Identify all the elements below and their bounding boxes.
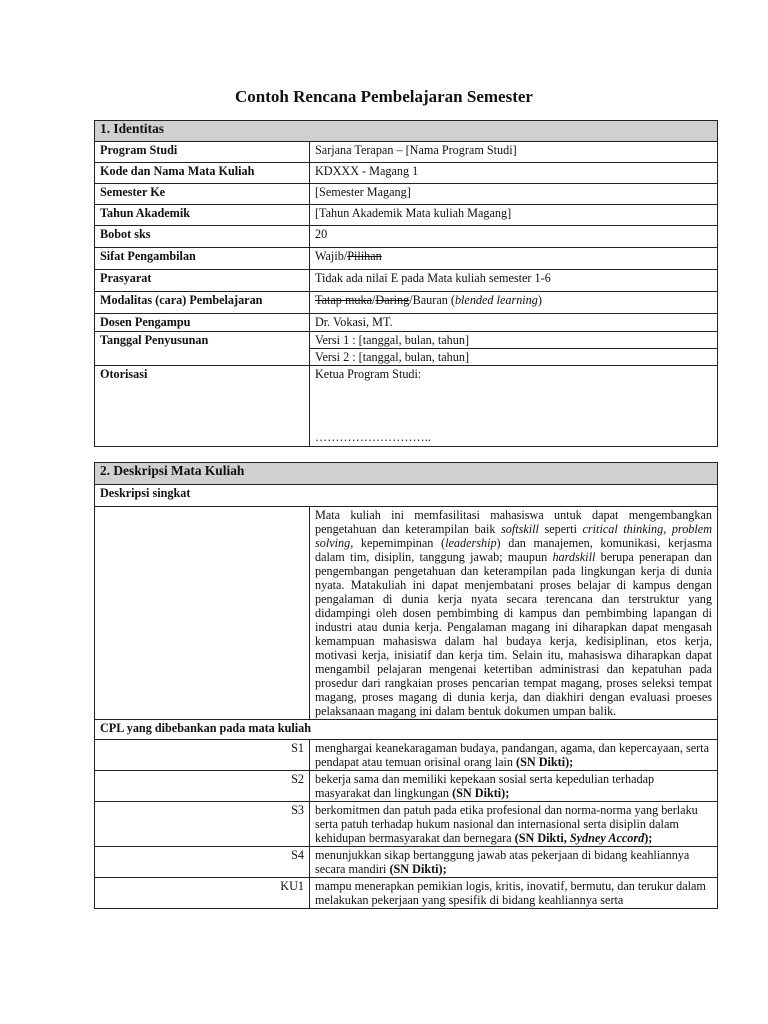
page-title: Contoh Rencana Pembelajaran Semester: [235, 87, 533, 106]
cpl-text-ku1: mampu menerapkan pemikian logis, kritis, inovatif, bermutu, dan terukur dalam melakukan pekerjaan yang spesifik di bidang keahliannya serta: [310, 878, 718, 909]
program-studi-value: Sarjana Terapan – [Nama Program Studi]: [310, 142, 718, 163]
cpl-text-s3: berkomitmen dan patuh pada etika profesional dan norma-norma yang berlaku serta patuh terhadap hukum nasional dan internasional serta disiplin dalam kehidupan bermasyarakat dan bernegara (SN Dikti, Sydney Accord);: [310, 802, 718, 847]
cpl-code-s2: S2: [95, 771, 310, 802]
modalitas-blended: blended learning: [454, 293, 538, 307]
cpl-text-s1: menghargai keanekaragaman budaya, pandangan, agama, dan kepercayaan, serta pendapat atau temuan orisinal orang lain (SN Dikti);: [310, 740, 718, 771]
modalitas-value: [310, 292, 718, 314]
tanggal-versi2: Versi 2 : [tanggal, bulan, tahun]: [310, 349, 718, 366]
otorisasi-label: Otorisasi: [95, 366, 310, 447]
semester-label: Semester Ke: [95, 184, 310, 205]
bobot-label: Bobot sks: [95, 226, 310, 248]
signature-line: ………………………..: [315, 430, 431, 444]
cpl-label: CPL yang dibebankan pada mata kuliah: [95, 720, 718, 740]
modalitas-close: ): [537, 293, 542, 307]
cpl-text-s4: menunjukkan sikap bertanggung jawab atas pekerjaan di bidang keahliannya secara mandiri (SN Dikti);: [310, 847, 718, 878]
prasyarat-value: Tidak ada nilai E pada Mata kuliah semester 1-6: [310, 270, 718, 292]
deskripsi-singkat-label: Deskripsi singkat: [95, 485, 718, 507]
kode-nama-label: Kode dan Nama Mata Kuliah: [95, 163, 310, 184]
otorisasi-cell: [310, 366, 718, 447]
cpl-code-s1: S1: [95, 740, 310, 771]
otorisasi-value: Ketua Program Studi:: [315, 367, 422, 381]
deskripsi-table: [94, 462, 718, 909]
modalitas-tatap-muka: Tatap muka: [315, 293, 373, 307]
deskripsi-blank: [95, 507, 310, 720]
kode-nama-value: KDXXX - Magang 1: [310, 163, 718, 184]
cpl-text-s2: bekerja sama dan memiliki kepekaan sosial serta kepedulian terhadap masyarakat dan lingkungan (SN Dikti);: [310, 771, 718, 802]
section-heading-identitas: 1. Identitas: [95, 121, 718, 142]
bobot-value: 20: [310, 226, 718, 248]
program-studi-label: Program Studi: [95, 142, 310, 163]
modalitas-sep: /: [372, 293, 376, 307]
semester-value: [Semester Magang]: [310, 184, 718, 205]
sifat-wajib: Wajib/: [315, 249, 348, 263]
deskripsi-text: Mata kuliah ini memfasilitasi mahasiswa untuk dapat mengembangkan pengetahuan dan keterampilan baik softskill seperti critical thinking, problem solving, kepemimpinan (leadership) dan manajemen, komunikasi, kerjasma dalam tim, disiplin, tanggung jawab; maupun hardskill berupa penerapan dan pengembangan pengetahuan dan keterampilan pada lingkungan kerja di dunia nyata. Matakuliah ini dapat menjembatani proses belajar di kampus dengan pengalaman di dunia kerja nyata secara terencana dan terstruktur yang didampingi oleh dosen pembimbing di kampus dan pembimbing lapangan di industri atau dunia kerja. Pengalaman magang ini diharapkan dapat mengasah kemampuan mahasiswa dalam hal budaya kerja, kedisiplinan, etos kerja, motivasi kerja, inisiatif dan kerja tim. Selain itu, mahasiswa diharapkan dapat mengambil pelajaran mengenai ketertiban administrasi dan kepatuhan pada prosedur dari rangkaian proses pencarian tempat magang, proses seleksi tempat magang, proses magang di dunia kerja, dan diakhiri dengan evaluasi proeses pelaksanaan magang ini dalam bentuk dokumen umpan balik.: [310, 507, 718, 720]
tanggal-label: Tanggal Penyusunan: [95, 332, 310, 366]
cpl-code-s3: S3: [95, 802, 310, 847]
cpl-code-s4: S4: [95, 847, 310, 878]
tahun-label: Tahun Akademik: [95, 205, 310, 226]
sifat-value: [310, 248, 718, 270]
modalitas-daring: Daring: [375, 293, 410, 307]
dosen-value: Dr. Vokasi, MT.: [310, 314, 718, 332]
identitas-table: [94, 120, 718, 447]
cpl-code-ku1: KU1: [95, 878, 310, 909]
sifat-pilihan-struck: Pilihan: [347, 249, 382, 263]
tanggal-versi1: Versi 1 : [tanggal, bulan, tahun]: [310, 332, 718, 349]
prasyarat-label: Prasyarat: [95, 270, 310, 292]
modalitas-label: Modalitas (cara) Pembelajaran: [95, 292, 310, 314]
section-heading-deskripsi: 2. Deskripsi Mata Kuliah: [95, 463, 718, 485]
sifat-label: Sifat Pengambilan: [95, 248, 310, 270]
tahun-value: [Tahun Akademik Mata kuliah Magang]: [310, 205, 718, 226]
modalitas-bauran: /Bauran (: [409, 293, 455, 307]
dosen-label: Dosen Pengampu: [95, 314, 310, 332]
